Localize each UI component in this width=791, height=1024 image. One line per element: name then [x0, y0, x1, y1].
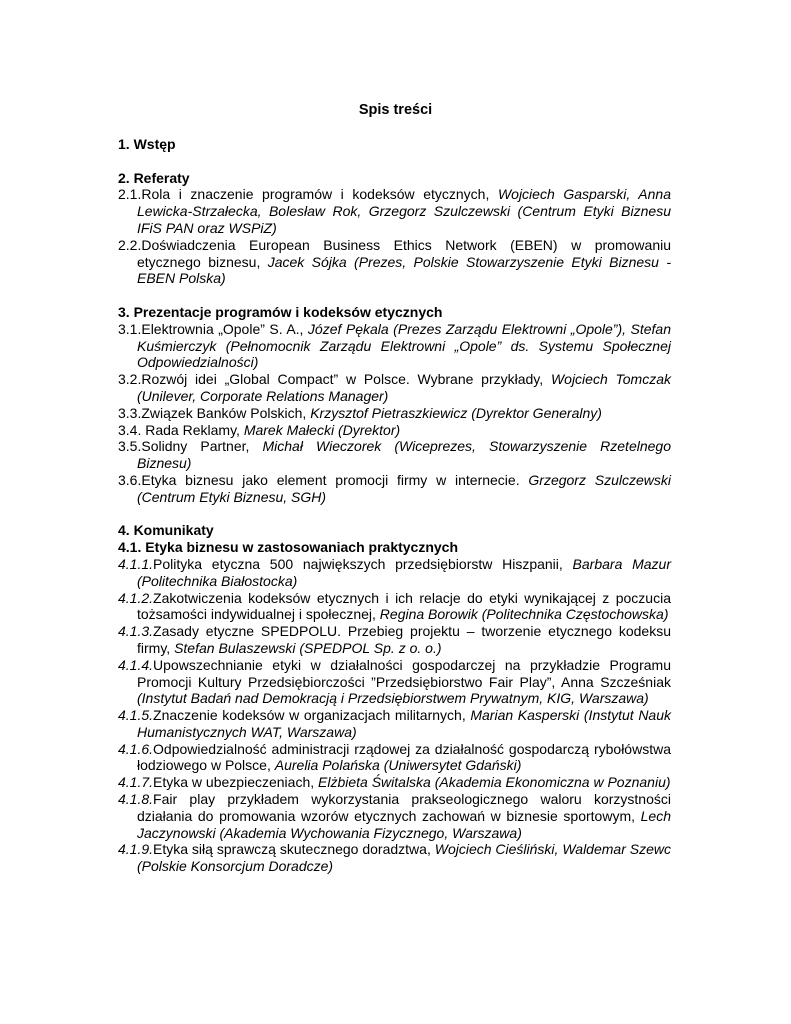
toc-entry	[118, 321, 671, 371]
toc-entry-number: 3.3.	[118, 404, 142, 421]
toc-entry-author: Elżbieta Świtalska (Akademia Ekonomiczna w Poznaniu)	[318, 774, 671, 791]
toc-entry-number: 3.2.	[118, 371, 142, 388]
toc-entry-number: 4.1.9.	[118, 841, 154, 858]
toc-entry	[118, 422, 671, 439]
toc-entry-author: Stefan Bulaszewski (SPEDPOL Sp. z o. o.)	[174, 639, 442, 656]
toc-entry	[118, 741, 671, 775]
toc-entry-title: Zasady etyczne SPEDPOLU. Przebieg projektu – tworzenie etycznego kodeksu firmy,	[137, 623, 671, 656]
page-title: Spis treści	[358, 102, 433, 118]
toc-entry-number: 4.1.4.	[118, 656, 154, 673]
toc-entry	[118, 623, 671, 657]
toc-entry-author: Regina Borowik (Politechnika Częstochowska)	[379, 606, 669, 623]
toc-entry-author: Marek Małecki (Dyrektor)	[243, 421, 401, 438]
toc-entry	[118, 707, 671, 741]
toc-entry-number: 4.1.2.	[118, 589, 154, 606]
toc-entry-title: Doświadczenia European Business Ethics Network (EBEN) w promowaniu etycznego biznesu,	[137, 236, 671, 270]
subsection-heading-etyka-biznesu: 4.1. Etyka biznesu w zastosowaniach praktycznych	[118, 539, 459, 556]
toc-entry-title: Etyka siłą sprawczą skutecznego doradztwa,	[153, 841, 435, 858]
section-heading-wstep: 1. Wstęp	[118, 136, 176, 152]
toc-entry-title: Polityka etyczna 500 największych przedsiębiorstw Hiszpanii,	[153, 555, 573, 572]
toc-entry-author: Wojciech Cieśliński, Waldemar Szewc (Polskie Konsorcjum Doradcze)	[137, 841, 671, 875]
toc-entry-title: Solidny Partner,	[141, 438, 263, 455]
toc-entry-number: 3.5.	[118, 438, 142, 455]
toc-entry	[118, 371, 671, 405]
referaty-list	[118, 186, 671, 287]
toc-entry-title: Zakotwiczenia kodeksów etycznych i ich relacje do etyki wynikającej z poczucia tożsamości indywidualnej i społecznej,	[137, 589, 671, 623]
toc-entry-title: Upowszechnianie etyki w działalności gospodarczej na przykładzie Programu Promocji Kultury Przedsiębiorczości ”Przedsiębiorstwo Fair Play”, Anna Szcześniak	[137, 656, 671, 690]
toc-entry-title: Etyka w ubezpieczeniach,	[153, 774, 319, 791]
toc-entry-title: Etyka biznesu jako element promocji firmy w internecie.	[141, 471, 529, 488]
toc-entry-title: Odpowiedzialność administracji rządowej za działalność gospodarczą rybołówstwa łodziowego w Polsce,	[137, 740, 671, 774]
toc-entry-number: 4.1.6.	[118, 740, 154, 757]
toc-entry-author: Michał Wieczorek (Wiceprezes, Stowarzyszenie Rzetelnego Biznesu)	[137, 438, 671, 472]
toc-entry	[118, 237, 671, 287]
toc-entry-title: Rola i znaczenie programów i kodeksów etycznych,	[141, 186, 498, 203]
toc-entry-author: Krzysztof Pietraszkiewicz (Dyrektor Generalny)	[310, 404, 602, 421]
toc-entry-title: Rada Reklamy,	[141, 421, 244, 438]
toc-entry-number: 4.1.3.	[118, 623, 154, 640]
toc-entry	[118, 472, 671, 506]
toc-entry	[118, 590, 671, 624]
toc-entry	[118, 774, 671, 791]
toc-entry-number: 4.1.8.	[118, 791, 154, 808]
toc-entry-number: 4.1.7.	[118, 774, 154, 791]
prezentacje-list	[118, 321, 671, 506]
toc-entry-author: Wojciech Gasparski, Anna Lewicka-Strzałecka, Bolesław Rok, Grzegorz Szulczewski (Centrum Etyki Biznesu IFiS PAN oraz WSPiZ)	[137, 186, 671, 236]
toc-entry	[118, 657, 671, 707]
toc-entry-number: 2.2.	[118, 236, 142, 253]
toc-entry-author: Marian Kasperski (Instytut Nauk Humanistycznych WAT, Warszawa)	[137, 707, 672, 740]
toc-entry-author: Aurelia Polańska (Uniwersytet Gdański)	[274, 757, 522, 774]
toc-entry	[118, 841, 671, 875]
toc-entry-title: Znaczenie kodeksów w organizacjach militarnych,	[153, 707, 471, 724]
toc-entry-author: Józef Pękala (Prezes Zarządu Elektrowni „Opole”), Stefan Kuśmierczyk (Pełnomocnik Zarządu Elektrowni „Opole” ds. Systemu Społecznej Odpowiedzialności)	[137, 320, 671, 371]
toc-entry-title: Fair play przykładem wykorzystania prakseologicznego waloru korzystności działania do promowania wzorów etycznych zachowań w biznesie sportowym,	[137, 791, 671, 824]
toc-entry-number: 3.6.	[118, 471, 142, 488]
toc-entry-number: 4.1.5.	[118, 707, 154, 724]
toc-entry-author: (Instytut Badań nad Demokracją i Przedsiębiorstwem Prywatnym, KIG, Warszawa)	[137, 690, 649, 707]
toc-entry	[118, 405, 671, 422]
toc-entry	[118, 556, 671, 590]
toc-entry-title: Rozwój idei „Global Compact” w Polsce. Wybrane przykłady,	[141, 371, 551, 388]
toc-entry	[118, 438, 671, 472]
toc-entry-author: Grzegorz Szulczewski (Centrum Etyki Biznesu, SGH)	[137, 471, 671, 505]
toc-entry-number: 3.1.	[118, 320, 142, 337]
toc-entry-author: Wojciech Tomczak (Unilever, Corporate Relations Manager)	[137, 371, 672, 404]
komunikaty-list	[118, 556, 671, 875]
toc-entry-title: Elektrownia „Opole” S. A.,	[141, 320, 308, 337]
toc-entry-author: Jacek Sójka (Prezes, Polskie Stowarzyszenie Etyki Biznesu - EBEN Polska)	[137, 253, 671, 287]
toc-entry	[118, 186, 671, 236]
toc-entry-author: Lech Jaczynowski (Akademia Wychowania Fizycznego, Warszawa)	[137, 807, 671, 841]
section-heading-komunikaty: 4. Komunikaty	[118, 522, 214, 539]
table-of-contents	[118, 136, 671, 875]
section-heading-prezentacje: 3. Prezentacje programów i kodeksów etycznych	[118, 303, 443, 320]
section-heading-referaty: 2. Referaty	[118, 169, 190, 186]
toc-entry-number: 2.1.	[118, 186, 142, 203]
toc-entry-author: Barbara Mazur (Politechnika Białostocka)	[137, 555, 671, 589]
toc-entry-title: Związek Banków Polskich,	[141, 404, 311, 421]
toc-entry	[118, 791, 671, 841]
toc-entry-number: 4.1.1.	[118, 555, 154, 572]
toc-entry-number: 3.4.	[118, 421, 142, 438]
